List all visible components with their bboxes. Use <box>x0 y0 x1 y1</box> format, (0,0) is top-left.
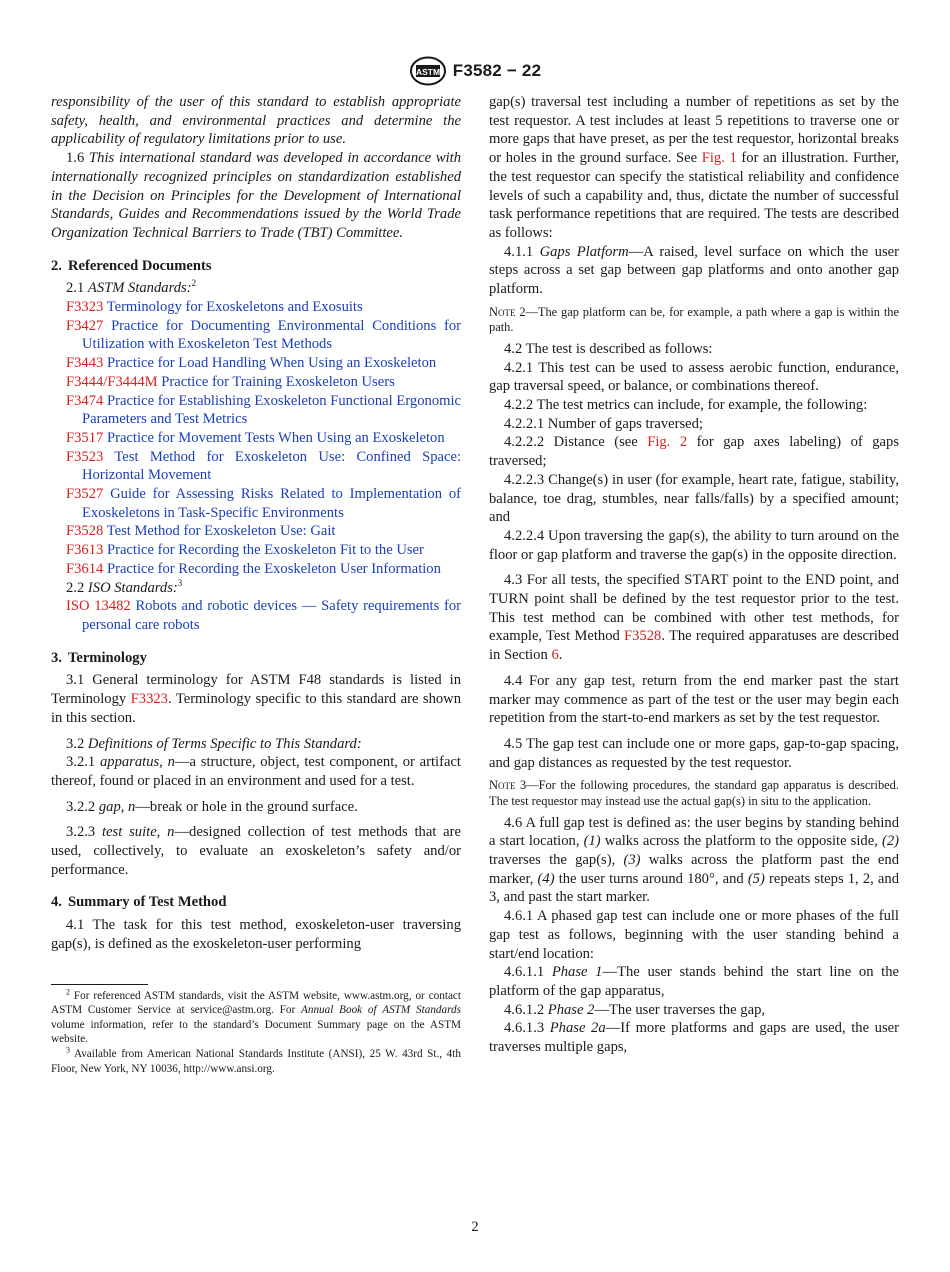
paragraph-4-4: 4.4 For any gap test, return from the end marker past the start marker may commence as part of the test or the user may begin each repetition from the start-to-end markers as set by the test requestor. <box>489 672 899 727</box>
footnote-divider <box>51 984 148 985</box>
paragraph-4-6-1-2: 4.6.1.2 Phase 2—The user traverses the gap, <box>504 1001 766 1018</box>
paragraph-4-2-2-4: 4.2.2.4 Upon traversing the gap(s), the ability to turn around on the floor or gap platform and traverse the gap(s) in the opposite direction. <box>489 527 899 563</box>
right-column <box>489 93 899 1057</box>
paragraph-1-6: 1.6 This international standard was developed in accordance with internationally recognized principles on standardization established in the Decision on Principles for the Development of International Standards, Guides and Recommendations issued by the World Trade Organization Technical Barriers to Trade (TBT) Committee. <box>51 150 462 241</box>
footnote-2: $^2$ For referenced ASTM standards, visit the ASTM website, www.astm.org, or contact ASTM Customer Service at service@astm.org. For Annual Book of ASTM Standards volume information, refer to the standard’s Document Summary page on the ASTM website. <box>51 986 461 1046</box>
paragraph-4-2-2-2: 4.2.2.2 Distance (see Fig. 2 for gap axes labeling) of gaps traversed; <box>489 434 900 470</box>
paragraph-4-2-2-1: 4.2.2.1 Number of gaps traversed; <box>504 415 703 432</box>
section-2-heading: 2. Referenced Documents <box>51 257 212 274</box>
page-header <box>0 56 950 86</box>
paragraph-2-1: 2.1 ASTM Standards:$^2$ <box>66 278 197 297</box>
paragraph-3-2-1: 3.2.1 apparatus, n—a structure, object, test component, or artifact thereof, found or placed in an environment and used for a test. <box>51 754 461 789</box>
paragraph-4-5: 4.5 The gap test can include one or more gaps, gap-to-gap spacing, and gap distances as requested by the test requestor. <box>489 735 899 771</box>
paragraph-4-6: 4.6 A full gap test is defined as: the user begins by standing behind a start location, (1) walks across the platform to the opposite side, (2) traverses the gap(s), (3) walks across the platform past the end marker, (4) the user turns around 180°, and (5) repeats steps 1, 2, and 3, and past the start marker. <box>489 814 899 906</box>
link-f3323[interactable]: F3323 <box>130 691 168 708</box>
paragraph-3-1: 3.1 General terminology for ASTM F48 standards is listed in Terminology F3323. Terminology specific to this standard are shown in this section. <box>51 672 462 726</box>
paragraph-4-6-1-1: 4.6.1.1 Phase 1—The user stands behind the start line on the platform of the gap apparatus, <box>489 964 899 999</box>
link-fig-1[interactable]: Fig. 1 <box>701 150 737 167</box>
paragraph-3-2: 3.2 Definitions of Terms Specific to This Standard: <box>66 735 362 752</box>
section-3-heading: 3. Terminology <box>51 649 147 666</box>
note-3: Note 3—For the following procedures, the standard gap apparatus is described. The test requestor may instead use the actual gap(s) in situ to the application. <box>489 778 899 808</box>
reference-item[interactable]: F3444/F3444M Practice for Training Exoskeleton Users <box>66 373 395 390</box>
reference-item[interactable]: F3527 Guide for Assessing Risks Related to Implementation of Exoskeletons in Task-Specific Environments <box>66 486 461 521</box>
reference-item[interactable]: F3523 Test Method for Exoskeleton Use: Confined Space: Horizontal Movement <box>66 448 461 484</box>
reference-item[interactable]: F3443 Practice for Load Handling When Using an Exoskeleton <box>66 355 437 372</box>
link-f3528[interactable]: F3528 <box>624 628 662 645</box>
paragraph-4-2-2-3: 4.2.2.3 Change(s) in user (for example, heart rate, fatigue, stability, balance, toe drag, stumbles, near falls/falls) by a specified amount; and <box>489 471 899 526</box>
paragraph-4-2: 4.2 The test is described as follows: <box>504 340 713 357</box>
reference-item[interactable]: F3427 Practice for Documenting Environmental Conditions for Utilization with Exoskeleton Test Methods <box>66 317 462 353</box>
standard-designation: F3582 − 22 <box>452 61 542 80</box>
paragraph-3-2-3: 3.2.3 test suite, n—designed collection of test methods that are used, collectively, to evaluate an exoskeleton’s safety and/or performance. <box>51 824 461 878</box>
reference-item[interactable]: F3613 Practice for Recording the Exoskeleton Fit to the User <box>66 542 424 559</box>
reference-item-iso[interactable]: ISO 13482 Robots and robotic devices — Safety requirements for personal care robots <box>66 598 461 633</box>
paragraph-4-2-2: 4.2.2 The test metrics can include, for example, the following: <box>504 397 868 414</box>
paragraph-2-2: 2.2 ISO Standards:$^3$ <box>66 577 183 596</box>
paragraph-1-5-cont: responsibility of the user of this standard to establish appropriate safety, health, and environmental practices and determine the applicability of regulatory limitations prior to use. <box>51 94 461 148</box>
paragraph-4-3: 4.3 For all tests, the specified START point to the END point, and TURN point shall be defined by the test requestor prior to the test. This test method can be combined with other test methods, for example, Test Method F3528. The required apparatuses are described in Section 6. <box>489 572 899 664</box>
section-4-heading: 4. Summary of Test Method <box>51 894 227 911</box>
paragraph-3-2-2: 3.2.2 gap, n—break or hole in the ground surface. <box>66 798 358 815</box>
reference-item[interactable]: F3528 Test Method for Exoskeleton Use: Gait <box>66 523 336 540</box>
paragraph-4-1: 4.1 The task for this test method, exoskeleton-user traversing gap(s), is defined as the exoskeleton-user performing <box>51 917 461 952</box>
paragraph-4-6-1: 4.6.1 A phased gap test can include one or more phases of the full gap test as follows, beginning with the user standing behind a start/end location: <box>489 908 899 962</box>
paragraph-4-1-1: 4.1.1 Gaps Platform—A raised, level surface on which the user steps across a set gap between gap platforms and onto another gap platform. <box>489 243 899 298</box>
reference-item[interactable]: F3474 Practice for Establishing Exoskeleton Functional Ergonomic Parameters and Test Metrics <box>66 392 461 428</box>
link-fig-2[interactable]: Fig. 2 <box>647 434 688 451</box>
note-2: Note 2—The gap platform can be, for example, a path where a gap is within the path. <box>489 304 899 335</box>
reference-item[interactable]: F3517 Practice for Movement Tests When Using an Exoskeleton <box>66 429 445 446</box>
astm-logo-icon <box>409 56 447 86</box>
reference-item[interactable]: F3323 Terminology for Exoskeletons and Exosuits <box>66 299 363 316</box>
page-number: 2 <box>471 1219 479 1235</box>
paragraph-4-2-1: 4.2.1 This test can be used to assess aerobic function, endurance, gap traversal speed, or balance, or combinations thereof. <box>489 359 899 395</box>
reference-item[interactable]: F3614 Practice for Recording the Exoskeleton User Information <box>66 560 441 577</box>
footnote-3: $^3$ Available from American National Standards Institute (ANSI), 25 W. 43rd St., 4th Floor, New York, NY 10036, http://www.ansi.org. <box>51 1045 461 1075</box>
paragraph-4-1-cont: gap(s) traversal test including a number of repetitions as set by the test requestor. A test includes at least 5 repetitions to traverse one or more gaps that have preset, as per the test requestor, horizontal breaks or holes in the ground surface. See Fig. 1 for an illustration. Further, the test requestor can specify the statistical reliability and confidence levels of such a capability and, thus, dictate the number of successful task performance repetitions that are required. The tests are described as follows: <box>489 94 900 241</box>
left-column <box>51 93 461 1076</box>
link-section-6[interactable]: 6 <box>551 647 559 664</box>
paragraph-4-6-1-3: 4.6.1.3 Phase 2a—If more platforms and gaps are used, the user traverses multiple gaps, <box>489 1020 899 1056</box>
svg-text:ASTM: ASTM <box>415 67 440 77</box>
